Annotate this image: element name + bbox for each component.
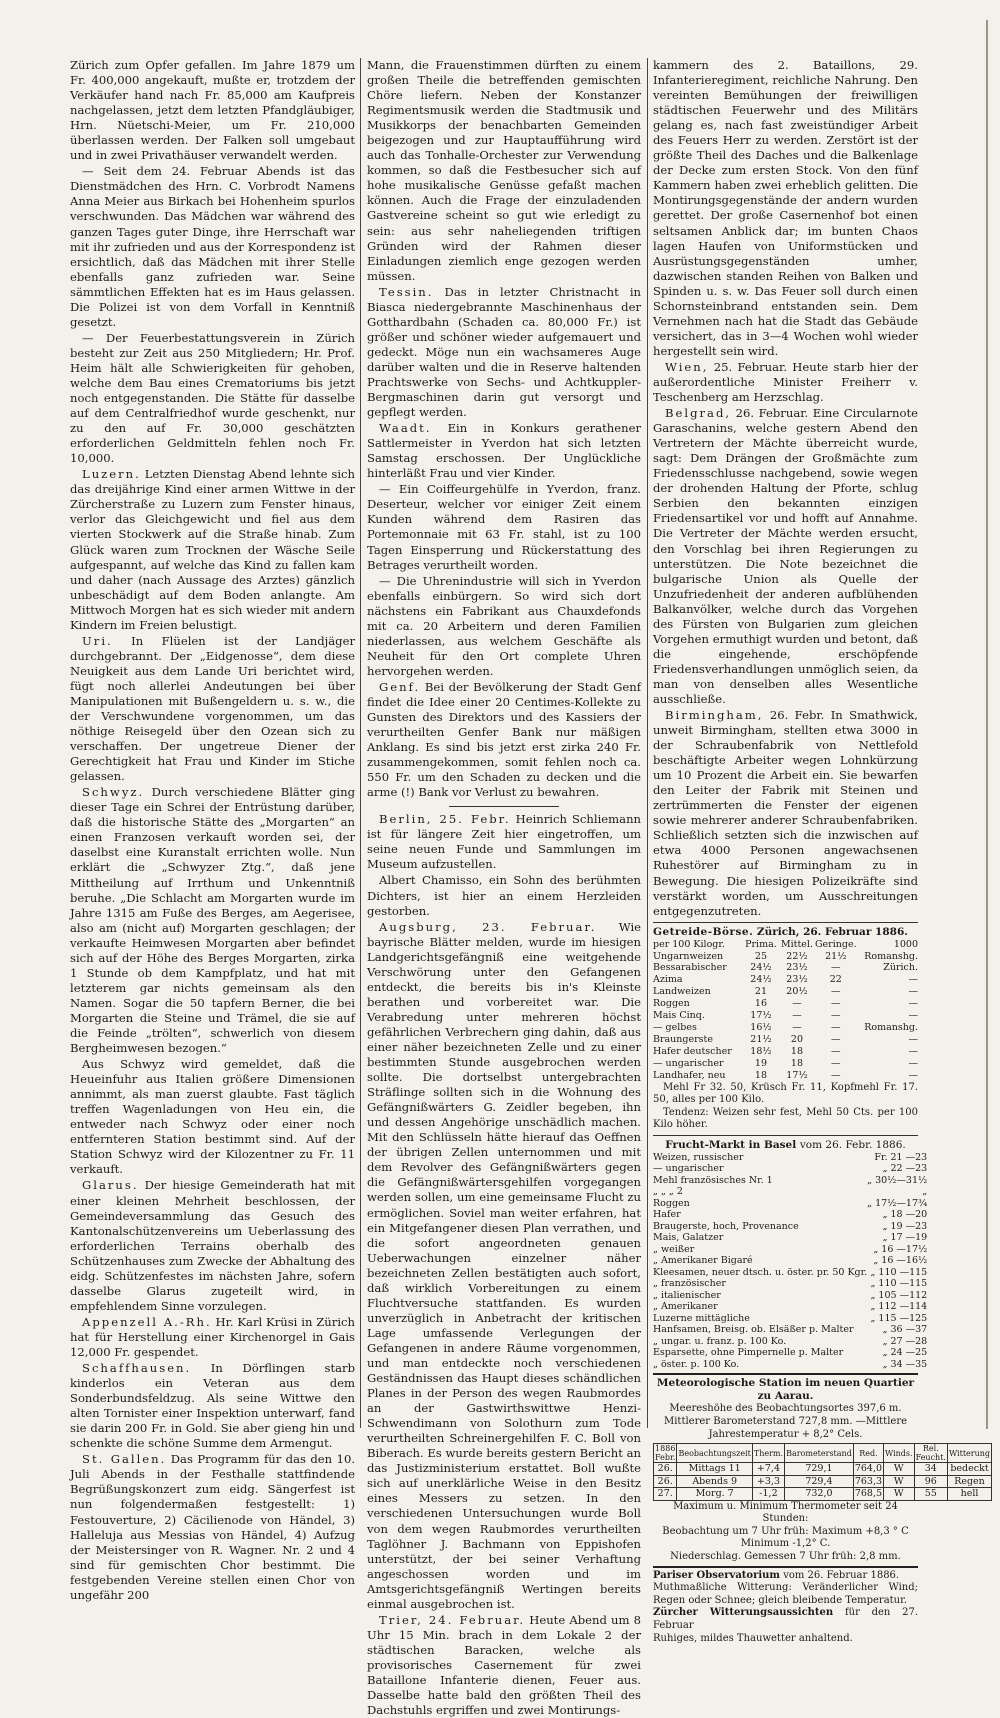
- article-text: Letzten Dienstag Abend lehnte sich das dreijährige Kind einer armen Wittwe in der Zürcherstraße zu Luzern zum Fenster hinaus, verlor das Gleichgewicht und fiel aus dem vierten Stockwerk auf die Straße hinab. Zum Glück waren zum Trocknen der Wäsche Seile aufgespannt, auf welche das Kind zu fallen kam und daher (nach Aussage des Arztes) gänzlich unbeschädigt auf dem Boden anlangte. Am Mittwoch Morgen hat es sich wieder mit andern Kindern im Freien belustigt.: [70, 467, 355, 632]
- tendency-note: Tendenz: Weizen sehr fest, Mehl 50 Cts. per 100 Kilo höher.: [653, 1106, 918, 1131]
- price-cell: 21½: [750, 1033, 772, 1045]
- article-text: Ein in Konkurs gerathener Sattlermeister in Yverdon hat sich letzten Samstag erschossen. Der Unglückliche hinterläßt Frau und vier Kinder.: [367, 421, 641, 481]
- dateline: Appenzell A.-Rh.: [82, 1314, 212, 1329]
- price-range: „ 16 —16½: [873, 1255, 928, 1267]
- weather-cell: -1,2: [752, 1488, 784, 1501]
- table-row: [654, 1488, 992, 1501]
- weather-cell: bedeckt: [947, 1463, 991, 1476]
- price-range: „ 27 —28: [882, 1335, 928, 1347]
- commodity-name: „ italienischer: [653, 1289, 721, 1301]
- article-paragraph: — Seit dem 24. Februar Abends ist das Dienstmädchen des Hrn. C. Vorbrodt Namens Anna Meier aus Birkach bei Hohenheim spurlos verschwunden. Das Mädchen war während des ganzen Tages guter Dinge, ihre Herrschaft war mit ihr zufrieden und aus der Korrespondenz ist ersichtlich, daß das Mädchen mit ihrer Stelle ebenfalls ganz zufrieden war. Seine sämmtlichen Effekten hat es im Haus gelassen. Die Polizei ist von dem Vorfall in Kenntniß gesetzt.: [70, 164, 355, 329]
- price-cell: 23½: [786, 974, 808, 986]
- price-cell: —: [908, 974, 918, 986]
- column-header: Barometerstand: [785, 1444, 854, 1463]
- paris-forecast: Muthmaßliche Witterung: Veränderlicher Wind; Regen oder Schnee; gleich bleibende Temperatur.: [653, 1582, 918, 1606]
- article-text: In Dörflingen starb kinderlos ein Veteran aus dem Sonderbundsfeldzug. Als seine Wittwe den alten Tornister einer Inspektion unterwarf, fand sie darin 200 Fr. in Gold. Sie aber gieng hin und schenkte die schöne Summe dem Armengut.: [70, 1361, 355, 1451]
- price-range: „ 17½—17¾: [867, 1197, 928, 1209]
- table-row: [653, 1301, 927, 1313]
- commodity-name: — ungarischer: [653, 1163, 724, 1175]
- article-text: In Flüelen ist der Landjäger durchgebrannt. Der „Eidgenosse“, dem diese Neuigkeit aus dem Lande Uri berichtet wird, fügt noch allerlei Andeutungen bei über Manipulationen mit Bußengeldern u. s. w., die der Verschwundene vorgenommen, um das nöthige Reisegeld über den Ozean sich zu verschaffen. Der ungetreue Diener der Gerechtigkeit hat Frau und Kinder im Stiche gelassen.: [70, 633, 355, 784]
- dateline: Wien,: [665, 359, 709, 374]
- column-rule: [647, 58, 648, 1428]
- article-paragraph: [367, 1613, 641, 1718]
- table-row: [653, 1010, 918, 1022]
- weather-cell: Regen: [947, 1475, 991, 1488]
- price-cell: —: [908, 1010, 918, 1022]
- column-rule: [360, 58, 361, 1428]
- table-row: [653, 1290, 927, 1302]
- commodity-name: Hafer deutscher: [653, 1045, 732, 1057]
- price-cell: 21: [754, 986, 767, 998]
- price-range: „ 22 —23: [882, 1163, 928, 1175]
- commodity-name: Mehl französisches Nr. 1: [653, 1174, 773, 1186]
- table-row: [653, 1175, 927, 1187]
- weather-cell: 55: [914, 1488, 947, 1501]
- article-paragraph: Aus Schwyz wird gemeldet, daß die Heueinfuhr aus Italien größere Dimensionen annimmt, als man zuerst glaubte. Fast täglich treffen Wagenladungen von Heu ein, die entweder nach Schwyz oder einer noch entfernteren Station bestimmt sind. Auf der Station Schwyz wird der Kilozentner zu Fr. 11 verkauft.: [70, 1057, 355, 1177]
- table-row: [653, 986, 918, 998]
- basel-rows: [653, 1152, 927, 1371]
- grain-exchange-title: Getreide-Börse.: [653, 925, 754, 938]
- price-range: „ 110 —115: [870, 1278, 928, 1290]
- column-header: Prima.: [745, 938, 777, 950]
- price-cell: Romanshg.: [864, 950, 918, 962]
- commodity-name: Esparsette, ohne Pimpernelle p. Malter: [653, 1347, 844, 1359]
- paris-observatory-date: vom 26. Februar 1886.: [783, 1569, 900, 1581]
- table-row: [653, 1221, 927, 1233]
- dateline: Genf.: [379, 679, 421, 694]
- column-header: Mittel.: [780, 938, 813, 950]
- zurich-forecast-heading: [653, 1607, 918, 1632]
- zurich-forecast: Ruhiges, mildes Thauwetter anhaltend.: [653, 1632, 853, 1644]
- column-middle: [367, 58, 642, 1718]
- price-cell: Zürich.: [883, 962, 918, 974]
- weather-cell: Mittags 11: [677, 1463, 752, 1476]
- price-range: „ 24 —25: [882, 1347, 928, 1359]
- article-text: Bei der Bevölkerung der Stadt Genf findet die Idee einer 20 Centimes-Kollekte zu Gunsten des Direktors und des Kassiers der verurtheilten Genfer Bank nur mäßigen Anklang. Es sind bis jetzt erst zirka 240 Fr. zusammengekommen, somit fehlen noch ca. 550 Fr. um den Schaden zu decken und die arme (!) Bank vor Verlust zu bewahren.: [367, 679, 641, 800]
- table-row: [653, 1359, 927, 1371]
- column-header: Witterung: [947, 1444, 991, 1463]
- dateline: Tessin.: [379, 284, 434, 299]
- article-paragraph: [70, 1315, 355, 1360]
- table-row: [653, 1022, 918, 1034]
- table-row: [653, 1034, 918, 1046]
- grain-exchange-date: Zürich, 26. Februar 1886.: [756, 925, 908, 938]
- column-left: [70, 58, 356, 1602]
- weather-averages: Mittlerer Barometerstand 727,8 mm. —Mittlere Jahrestemperatur + 8,2° Cels.: [663, 1416, 908, 1440]
- commodity-name: — gelbes: [653, 1022, 697, 1034]
- price-cell: 19: [754, 1057, 767, 1069]
- weather-cell: W: [884, 1475, 915, 1488]
- article-paragraph: [367, 680, 641, 800]
- article-text: 26. Februar. Eine Circularnote Garaschanins, welche gestern Abend den Vertretern der Mächte überreicht wurde, sagt: Dem Drängen der Großmächte zum Friedensschlusse nachgebend, sowie wegen der drohenden Haltung der Pforte, schlug Serbien den bekannten einzigen Friedensartikel vor und hofft auf Annahme. Die Vertreter der Mächte werden ersucht, den Vorschlag bei ihren Regierungen zu unterstützen. Die Note bezeichnet die bulgarische Union als Quelle der Unzufriedenheit der anderen aufblühenden Balkanvölker, welche durch das Vorgehen des Fürsten von Bulgarien zum gleichen Vorgehen ermuthigt wurden und betont, daß die eingehende, erschöpfende Friedensverhandlungen unmöglich seien, da man von denselben alles Wesentliche ausschließe.: [653, 406, 918, 706]
- weather-cell: 732,0: [785, 1488, 854, 1501]
- price-range: Fr. 21 —23: [874, 1151, 928, 1163]
- price-cell: 16½: [750, 1022, 772, 1034]
- commodity-name: Braungerste: [653, 1033, 713, 1045]
- price-range: „ 17 —19: [882, 1232, 928, 1244]
- price-cell: 18: [790, 1045, 803, 1057]
- article-paragraph: [70, 1178, 355, 1313]
- price-cell: 24½: [750, 974, 772, 986]
- article-text: Heinrich Schliemann ist für längere Zeit hier eingetroffen, um seine neuen Funde und Sammlungen im Museum aufzustellen.: [367, 812, 642, 872]
- commodity-name: Mais Cinq.: [653, 1010, 705, 1022]
- price-cell: —: [831, 1057, 841, 1069]
- price-range: „ 16 —17½: [873, 1243, 928, 1255]
- article-paragraph: — Ein Coiffeurgehülfe in Yverdon, franz. Deserteur, welcher vor einiger Zeit einem Kunden während dem Rasiren das Portemonnaie mit 63 Fr. stahl, ist zu 100 Tagen Einsperrung und Rückerstattung des Betrages verurtheilt worden.: [367, 482, 641, 572]
- weather-station-box: [653, 1373, 991, 1563]
- table-row: [654, 1463, 992, 1476]
- table-row: [653, 1152, 927, 1164]
- section-rule: [653, 922, 918, 923]
- article-text: Das in letzter Christnacht in Biasca niedergebrannte Maschinenhaus der Gotthardbahn (Schaden ca. 80,000 Fr.) ist größer und schöner wieder aufgemauert und gedeckt. Möge nun ein wachsameres Auge darüber walten und die in Reserve haltenden Prachtswerke von Sechs- und Achtkuppler-Bergmaschinen darin gut versorgt und gepflegt werden.: [367, 284, 641, 420]
- weather-observation: Beobachtung um 7 Uhr früh: Maximum +8,3 ° C: [662, 1525, 909, 1537]
- dateline: Waadt.: [379, 421, 432, 436]
- commodity-name: „ Amerikaner: [653, 1301, 718, 1313]
- article-paragraph: Zürich zum Opfer gefallen. Im Jahre 1879 um Fr. 400,000 angekauft, mußte er, trotzdem der Verkäufer hand nach Fr. 85,000 am Kaufpreis nachgelassen, jetzt dem letzten Pfandgläubiger, Hrn. Nüetschi-Meier, um Fr. 210,000 überlassen werden. Der Falken soll umgebaut und in zwei Privathäuser verwandelt werden.: [70, 58, 355, 163]
- price-cell: —: [831, 1069, 841, 1081]
- price-cell: 21½: [825, 950, 847, 962]
- table-row: [654, 1475, 992, 1488]
- table-header-row: [654, 1444, 992, 1463]
- dateline: Glarus.: [82, 1178, 139, 1193]
- dateline: Augsburg, 23. Februar.: [379, 919, 597, 934]
- weather-precipitation: Niederschlag. Gemessen 7 Uhr früh: 2,8 mm.: [670, 1551, 901, 1563]
- price-cell: —: [908, 998, 918, 1010]
- price-cell: 23½: [786, 962, 808, 974]
- commodity-name: Landweizen: [653, 986, 711, 998]
- price-cell: —: [831, 962, 841, 974]
- price-cell: Romanshg.: [864, 1022, 918, 1034]
- column-header: 1000: [893, 938, 918, 950]
- price-cell: 25: [754, 950, 767, 962]
- article-text: Durch verschiedene Blätter ging dieser Tage ein Schrei der Entrüstung darüber, daß die historische Stätte des „Morgarten“ an einen Franzosen verkauft worden sei, der daselbst eine Kuranstalt errichten wolle. Nun erklärt die „Schwyzer Ztg.“, daß jene Mittheilung auf Irrthum und Unkenntniß beruhe. „Die Schlacht am Morgarten wurde im Jahre 1315 am Fuße des Berges, am Aegerisee, also am (nicht auf) Morgarten geschlagen; der verkaufte Heimwesen Morgarten aber befindet sich auf der Höhe des Berges Morgarten, zirka 1 Stunde ob dem Kampfplatz, und hat mit letzterem gar nichts gemeinsam als den Namen. Sogar die 50 tapfern Berner, die bei Morgarten die Steine und Trämel, die sie auf die Feinde „trölten“, schwerlich von diesem Bergheimwesen bezogen.“: [70, 785, 355, 1056]
- commodity-name: Hanfsamen, Breisg. ob. Elsäßer p. Malter: [653, 1324, 854, 1336]
- commodity-name: Luzerne mittägliche: [653, 1312, 750, 1324]
- price-range: „ 110 —115: [870, 1266, 928, 1278]
- commodity-name: — ungarischer: [653, 1057, 724, 1069]
- paris-observatory-box: [653, 1566, 918, 1646]
- column-header: Geringe.: [814, 938, 857, 950]
- article-text: 26. Febr. In Smathwick, unweit Birmingham, stellten etwa 3000 in der Schraubenfabrik von Nettlefold beschäftigte Arbeiter wegen Lohnkürzung um 10 Prozent die Arbeit ein. Sie bewarfen den Leiter der Fabrik mit Steinen und zertrümmerten die Fenster der eigenen sowie mehrerer anderer Schraubenfabriken. Schließlich setzten sich die inzwischen auf etwa 4000 Personen angewachsenen Ruhestörer auf Birmingham zu in Bewegung. Die hiesigen Polizeikräfte sind verstärkt worden, um Ausschreitungen entgegenzutreten.: [653, 708, 918, 918]
- price-cell: 22½: [786, 950, 808, 962]
- weather-cell: 34: [914, 1463, 947, 1476]
- weather-cell: 26.: [654, 1463, 677, 1476]
- article-paragraph: kammern des 2. Bataillons, 29. Infanterieregiment, reichliche Nahrung. Den vereinten Bemühungen der freiwilligen städtischen Feuerwehr und des Militärs gelang es, nach fast zweistündiger Arbeit des Feuers Herr zu werden. Zerstört ist der größte Theil des Daches und die Balkenlage der Decke zum ersten Stock. Von den fünf Kammern haben zwei erheblich gelitten. Die Montirungsgegenstände der andern wurden gerettet. Der große Casernenhof bot einen seltsamen Anblick dar; im bunten Chaos lagen Haufen von Uniformstücken und Ausrüstungsgegenständen umher, dazwischen standen Reihen von Balken und Spinden u. s. w. Das Feuer soll durch einen Schornsteinbrand entstanden sein. Dem Vernehmen nach hat die Stadt das Gebäude versichert, das in 3—4 Wochen wohl wieder hergestellt sein wird.: [653, 58, 918, 358]
- table-row: [653, 1255, 927, 1267]
- weather-table: [653, 1443, 992, 1501]
- article-paragraph: — Die Uhrenindustrie will sich in Yverdon ebenfalls einbürgern. So wird sich dort nächstens ein Fabrikant aus Chauxdefonds mit ca. 20 Arbeitern und deren Familien niederlassen, aus welchem Geschäfte als Neuheit für den Ort complete Uhren hervorgehen werden.: [367, 573, 641, 678]
- article-paragraph: [70, 634, 355, 784]
- article-paragraph: [70, 1361, 355, 1451]
- price-range: „ 19 —23: [882, 1220, 928, 1232]
- article-paragraph: [70, 467, 355, 633]
- commodity-name: Weizen, russischer: [653, 1151, 744, 1163]
- basel-market-date: vom 26. Febr. 1886.: [799, 1138, 906, 1151]
- weather-cell: 768,5: [854, 1488, 883, 1500]
- weather-cell: 729,1: [785, 1463, 854, 1476]
- weather-cell: +7,4: [752, 1463, 784, 1476]
- price-cell: —: [908, 1069, 918, 1081]
- commodity-name: Azima: [653, 974, 683, 986]
- weather-cell: 763,3: [854, 1475, 883, 1487]
- weather-cell: Morg. 7: [677, 1488, 752, 1501]
- column-right: [653, 58, 991, 1644]
- grain-exchange-heading: [653, 926, 918, 939]
- weather-cell: 764,0: [854, 1463, 883, 1475]
- price-cell: —: [831, 1033, 841, 1045]
- table-row: [653, 998, 918, 1010]
- paris-observatory-heading: [653, 1570, 918, 1583]
- table-row: [653, 951, 918, 963]
- basel-price-table: [653, 1152, 927, 1371]
- price-cell: —: [908, 1057, 918, 1069]
- basel-market-title: Frucht-Markt in Basel: [665, 1138, 797, 1151]
- article-paragraph: [367, 812, 641, 872]
- article-paragraph: — Der Feuerbestattungsverein in Zürich besteht zur Zeit aus 250 Mitgliedern; Hr. Prof. Heim hält alle Schwierigkeiten für gehoben, welche dem Bau eines Crematoriums bis jetzt noch entgegenstanden. Die Stätte für dasselbe auf dem Centralfriedhof wurde geschenkt, nur zu den auf Fr. 30,000 geschätzten erforderlichen Geldmitteln fehlen noch Fr. 10,000.: [70, 330, 355, 466]
- article-text: 25. Februar. Heute starb hier der außerordentliche Minister Freiherr v. Teschenberg am Herzschlag.: [653, 359, 918, 405]
- article-text: Heute Abend um 8 Uhr 15 Min. brach in dem Lokale 2 der städtischen Baracken, welche als provisorisches Casernement für zwei Bataillone Infanterie dienen, Feuer aus. Dasselbe hatte bald den größten Theil des Dachstuhls ergriffen und zwei Montirungs-: [367, 1612, 641, 1718]
- article-paragraph: Mann, die Frauenstimmen dürften zu einem großen Theile die betreffenden gemischten Chöre liefern. Neben der Konstanzer Regimentsmusik werden die Stadtmusik und Musikkorps der benachbarten Gemeinden beigezogen und zur Hauptaufführung wird auch das Tonhalle-Orchester zur Verwendung kommen, so daß die Festbesucher sich auf hohe musikalische Genüsse gefaßt machen können. Auch die Frage der einzuladenden Gastvereine scheint so gut wie erledigt zu sein: aus sehr naheliegenden triftigen Gründen wird der Rahmen dieser Einladungen ziemlich enge gezogen werden müssen.: [367, 58, 641, 283]
- zurich-forecast-date: für den 27. Februar: [653, 1607, 918, 1632]
- weather-altitude: Meereshöhe des Beobachtungsortes 397,6 m.: [669, 1403, 902, 1415]
- price-cell: —: [792, 1022, 802, 1034]
- section-separator: [449, 806, 559, 807]
- price-cell: —: [792, 998, 802, 1010]
- dateline: Trier, 24. Februar.: [379, 1612, 526, 1627]
- price-cell: 18: [754, 1069, 767, 1081]
- price-range: „ 105 —112: [870, 1289, 928, 1301]
- dateline: Uri.: [82, 633, 113, 648]
- article-paragraph: [367, 285, 641, 420]
- column-header: Therm.: [752, 1444, 784, 1463]
- commodity-name: „ französischer: [653, 1278, 726, 1290]
- table-row: [653, 1198, 927, 1210]
- table-row: [653, 1070, 918, 1082]
- commodity-name: Roggen: [653, 998, 690, 1010]
- table-row: [653, 1267, 927, 1279]
- price-cell: 24½: [750, 962, 772, 974]
- article-paragraph: [70, 1452, 355, 1602]
- table-row: [653, 962, 918, 974]
- column-header: Beobachtungszeit: [677, 1444, 752, 1463]
- flour-note: Mehl Fr 32. 50, Krüsch Fr. 11, Kopfmehl Fr. 17. 50, alles per 100 Kilo.: [653, 1081, 918, 1106]
- price-cell: 22: [829, 974, 842, 986]
- dateline: Belgrad,: [665, 406, 732, 421]
- article-paragraph: [653, 708, 918, 919]
- commodity-name: „ „ „ 2: [653, 1186, 683, 1198]
- price-cell: —: [831, 986, 841, 998]
- price-range: „ 112 —114: [870, 1301, 928, 1313]
- table-row: [653, 1163, 927, 1175]
- price-range: „ 18 —20: [882, 1209, 928, 1221]
- article-paragraph: [367, 421, 641, 481]
- zurich-forecast-title: Zürcher Witterungsaussichten: [653, 1607, 834, 1619]
- table-row: [653, 1278, 927, 1290]
- price-range: „ 36 —37: [882, 1324, 928, 1336]
- commodity-name: „ Amerikaner Bigaré: [653, 1255, 753, 1267]
- price-cell: —: [792, 1010, 802, 1022]
- article-paragraph: Albert Chamisso, ein Sohn des berühmten Dichters, ist hier an einem Herzleiden gestorben.: [367, 873, 641, 918]
- price-range: „: [922, 1186, 928, 1198]
- grain-price-table: [653, 939, 918, 1082]
- dateline: Luzern.: [82, 467, 141, 482]
- weather-rows: [654, 1463, 992, 1501]
- article-text: Hr. Karl Krüsi in Zürich hat für Herstellung einer Kirchenorgel in Gais 12,000 Fr. gespendet.: [70, 1314, 355, 1359]
- dateline: Schaffhausen.: [82, 1361, 192, 1376]
- price-cell: —: [831, 1022, 841, 1034]
- price-cell: —: [908, 1045, 918, 1057]
- commodity-name: Braugerste, hoch, Provenance: [653, 1220, 799, 1232]
- price-cell: —: [908, 1033, 918, 1045]
- table-row: [653, 1244, 927, 1256]
- unit-label: per 100 Kilogr.: [653, 938, 725, 950]
- article-text: Das Programm für das den 10. Juli Abends in der Festhalle stattfindende Begrüßungskonzert zum eidg. Sängerfest ist nun folgendermaßen festgestellt: 1) Festouverture, 2) Cäcilienode von Händel, 3) Halleluja aus Messias von Händel, 4) Aufzug der Meistersinger von R. Wagner. Nr. 2 und 4 sind für gemischten Chor bestimmt. Die festgebenden Vereine stellen einen Chor von ungefähr 200: [70, 1452, 356, 1602]
- commodity-name: Ungarnweizen: [653, 950, 724, 962]
- commodity-name: Roggen: [653, 1197, 690, 1209]
- commodity-name: „ ungar. u. franz. p. 100 Ko.: [653, 1335, 787, 1347]
- price-cell: 20: [790, 1033, 803, 1045]
- article-text: Wie bayrische Blätter melden, wurde im hiesigen Landgerichtsgefängniß eine weitgehende Verschwörung unter den Gefangenen entdeckt, die bereits bis in's Kleinste berathen und vorbereitet war. Die Verabredung unter mehreren höchst gefährlichen Verbrechern ging dahin, daß aus einer näher bezeichneten Zelle und zu einer bestimmten Stunde ausgebrochen werden sollte. Die dortselbst untergebrachten Sträflinge sollten sich in die Wohnung des Gefängnißwärters G. Zeidler begeben, ihn und dessen Angehörige unschädlich machen. Mit den Schlüsseln hätte hierauf das Oeffnen der übrigen Zellen unternommen und mit dem Revolver des Gefängnißwärters gegen die Gefängnißwärtersgehilfen vorgegangen werden sollen, um eine gemeinsame Flucht zu ermöglichen. Soviel man weiter erfahren, hat ein Mitgefangener diesen Plan verrathen, und die sofort angeordneten genauen Ueberwachungen einzelner näher bezeichneten Zellen bestätigten auch sofort, daß wirklich Vorbereitungen zu einem Fluchtversuche stattfanden. Es wurden unverzüglich in Anbetracht der kritischen Lage umfassende Verlegungen der Gefangenen in andere Räume vorgenommen, und man entdeckte noch verschiedenen Geständnissen das Haupt dieses schändlichen Planes in der Person des wegen Raubmordes an der Gastwirthswittwe Henzi-Schwendimann von Solothurn zum Tode verurtheilten Schreinergehilfen F. C. Boll von Biberach. Es wurde bereits gestern Bericht an das Justizministerium erstattet. Boll wußte sich auf unerklärliche Weise in den Besitz eines Messers zu setzen. In den verschiedenen Untersuchungen wurde Boll von dem wegen Raubmordes verurtheilten Taglöhner J. Bachmann von Eppishofen unterstützt, der bei seiner Verhaftung angeschossen worden und im Amtsgerichtsgefängniß Wertingen bereits einmal ausgebrochen ist.: [367, 919, 642, 1611]
- table-row: [653, 1347, 927, 1359]
- commodity-name: „ weißer: [653, 1243, 695, 1255]
- price-cell: 18½: [750, 1045, 772, 1057]
- dateline: Birmingham,: [665, 708, 764, 723]
- dateline: Berlin, 25. Febr.: [379, 812, 511, 827]
- price-cell: —: [908, 986, 918, 998]
- price-cell: 20½: [786, 986, 808, 998]
- price-cell: 17½: [750, 1010, 772, 1022]
- article-text: Der hiesige Gemeinderath hat mit einer kleinen Mehrheit beschlossen, der Gemeindeversammlung das Gesuch des Kantonalschützenvereins um Ueberlassung des erforderlichen Terrains oberhalb des Schützenhauses zum Zwecke der Abhaltung des eidg. Schützenfestes im nächsten Jahre, sofern dasselbe Glarus zugeteilt wird, in empfehlendem Sinne vorzulegen.: [70, 1178, 355, 1313]
- weather-cell: 27.: [654, 1488, 677, 1501]
- table-row: [653, 1209, 927, 1221]
- commodity-name: Mais, Galatzer: [653, 1232, 724, 1244]
- table-row: [653, 1046, 918, 1058]
- commodity-name: Kleesamen, neuer dtsch. u. öster. pr. 50 Kgr.: [653, 1266, 868, 1278]
- table-row: [653, 1058, 918, 1070]
- weather-minimum: Minimum -1,2° C.: [740, 1538, 831, 1550]
- paris-observatory-title: Pariser Observatorium: [653, 1569, 781, 1581]
- table-row: [653, 1313, 927, 1325]
- table-row: [653, 1186, 927, 1198]
- commodity-name: „ öster. p. 100 Ko.: [653, 1358, 740, 1370]
- price-range: „ 30½—31½: [867, 1174, 928, 1186]
- weather-cell: W: [884, 1488, 915, 1501]
- table-row: [653, 1324, 927, 1336]
- article-paragraph: [70, 785, 355, 1056]
- weather-cell: Abends 9: [677, 1475, 752, 1488]
- column-header: Winds.: [884, 1444, 915, 1463]
- article-paragraph: [653, 406, 918, 707]
- weather-cell: 729,4: [785, 1475, 854, 1488]
- table-row: [653, 1336, 927, 1348]
- price-cell: —: [831, 1010, 841, 1022]
- commodity-name: Hafer: [653, 1209, 681, 1221]
- newspaper-page: [70, 58, 991, 1718]
- price-cell: —: [831, 998, 841, 1010]
- column-header: 1886 Febr.: [655, 1444, 676, 1463]
- section-rule: [653, 1135, 918, 1136]
- weather-maxmin-note: Maximum u. Minimum Thermometer seit 24 Stunden:: [673, 1500, 898, 1525]
- page-edge: [986, 20, 988, 1429]
- table-header-row: [653, 939, 918, 951]
- dateline: Schwyz.: [82, 785, 145, 800]
- weather-cell: W: [884, 1463, 915, 1476]
- price-cell: 16: [754, 998, 767, 1010]
- column-header: Rel. Feucht.: [915, 1444, 946, 1463]
- price-range: „ 34 —35: [882, 1358, 928, 1370]
- weather-cell: +3,3: [752, 1475, 784, 1488]
- grain-rows: [653, 951, 918, 1082]
- article-paragraph: [653, 360, 918, 405]
- price-cell: —: [831, 1045, 841, 1057]
- basel-market-heading: [653, 1139, 918, 1152]
- table-row: [653, 1232, 927, 1244]
- weather-cell: 26.: [654, 1475, 677, 1488]
- column-header: Red.: [853, 1444, 883, 1463]
- dateline: St. Gallen.: [82, 1452, 167, 1467]
- weather-cell: 96: [914, 1475, 947, 1488]
- table-row: [653, 974, 918, 986]
- weather-station-title: Meteorologische Station im neuen Quartier zu Aarau.: [656, 1377, 915, 1403]
- price-cell: 17½: [786, 1069, 808, 1081]
- price-cell: 18: [790, 1057, 803, 1069]
- price-range: „ 115 —125: [870, 1312, 928, 1324]
- commodity-name: Landhafer, neu: [653, 1069, 726, 1081]
- weather-cell: hell: [947, 1488, 991, 1501]
- article-paragraph: [367, 920, 641, 1612]
- commodity-name: Bessarabischer: [653, 962, 727, 974]
